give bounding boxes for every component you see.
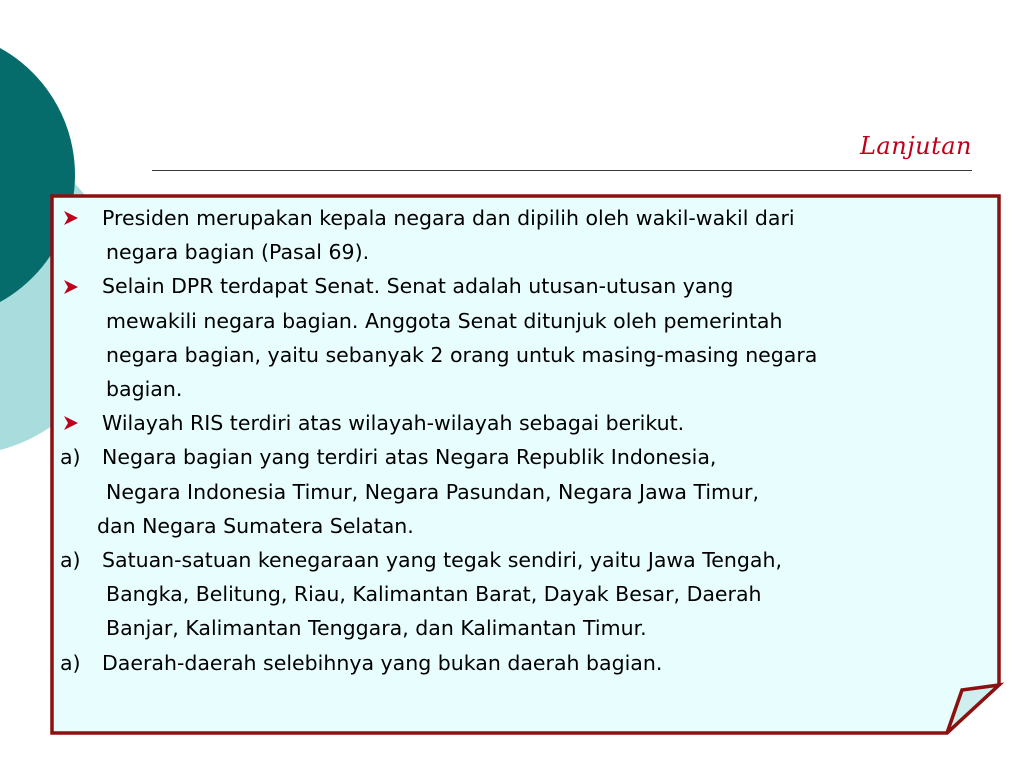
list-item-text: Daerah-daerah selebihnya yang bukan daerah bagian. (102, 650, 663, 675)
bullet-item (60, 269, 990, 303)
note-content (60, 201, 990, 680)
list-item-text: Negara bagian yang terdiri atas Negara Republik Indonesia, (102, 445, 717, 470)
list-item-continuation: dan Negara Sumatera Selatan. (97, 513, 414, 538)
bullet-text-continuation: negara bagian (Pasal 69). (106, 240, 370, 265)
list-item-marker: a) (60, 650, 81, 675)
list-item-marker: a) (60, 548, 81, 573)
list-item (60, 440, 990, 474)
arrowhead-bullet-icon (62, 201, 102, 235)
list-item-continuation: Banjar, Kalimantan Tenggara, dan Kalimantan Timur. (106, 616, 647, 641)
list-item-text: Satuan-satuan kenegaraan yang tegak sendiri, yaitu Jawa Tengah, (102, 548, 782, 573)
slide-title: Lanjutan (859, 132, 972, 160)
bullet-text: Selain DPR terdapat Senat. Senat adalah utusan-utusan yang (102, 274, 734, 299)
list-item-continuation: Bangka, Belitung, Riau, Kalimantan Barat, Dayak Besar, Daerah (106, 582, 762, 607)
bullet-item (60, 406, 990, 440)
bullet-text-continuation: negara bagian, yaitu sebanyak 2 orang untuk masing-masing negara (106, 342, 818, 367)
bullet-text: Presiden merupakan kepala negara dan dipilih oleh wakil-wakil dari (102, 206, 795, 230)
bullet-text-continuation: bagian. (106, 377, 183, 402)
list-item (60, 543, 990, 577)
bullet-text-continuation: mewakili negara bagian. Anggota Senat ditunjuk oleh pemerintah (106, 308, 783, 333)
bullet-item (60, 201, 990, 235)
arrowhead-bullet-icon (62, 406, 102, 440)
list-item-marker: a) (60, 445, 81, 470)
list-item (60, 646, 990, 680)
bullet-text: Wilayah RIS terdiri atas wilayah-wilayah sebagai berikut. (102, 411, 685, 436)
arrowhead-bullet-icon (62, 269, 102, 303)
list-item-continuation: Negara Indonesia Timur, Negara Pasundan, Negara Jawa Timur, (106, 479, 759, 504)
